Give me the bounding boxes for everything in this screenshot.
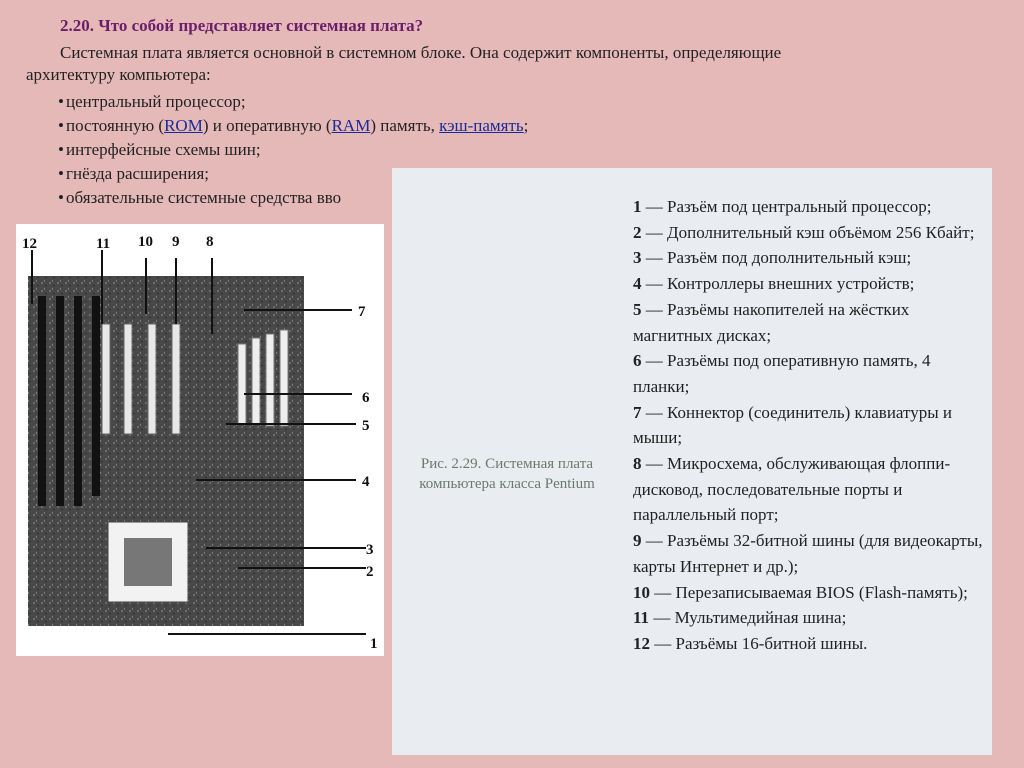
legend-number: 9 — [633, 531, 642, 551]
bullet-dot: • — [58, 92, 64, 111]
bullet-text: постоянную ( — [66, 116, 165, 135]
legend-dash: — — [650, 633, 676, 653]
legend-item — [633, 348, 989, 399]
bullet-dot: • — [58, 140, 64, 159]
label-1: 1 — [370, 636, 378, 652]
legend-number: 10 — [633, 582, 650, 602]
legend-text: Разъёмы 32-битной шины (для видеокарты, карты Интернет и др.); — [633, 531, 983, 576]
legend-dash: — — [649, 608, 675, 628]
bullet-item — [58, 138, 528, 162]
legend-number: 7 — [633, 402, 642, 422]
label-9: 9 — [172, 234, 180, 250]
label-12: 12 — [22, 236, 37, 252]
bullet-item — [58, 114, 528, 138]
intro-text — [26, 42, 960, 84]
legend-item — [633, 400, 989, 451]
label-8: 8 — [206, 234, 214, 250]
legend-dash: — — [641, 351, 667, 371]
bullet-text: центральный процессор; — [66, 92, 246, 111]
legend-dash: — — [641, 402, 667, 422]
legend-text: Разъёмы накопителей на жёстких магнитных дисках; — [633, 299, 910, 345]
legend-text: Разъём под дополнительный кэш; — [667, 248, 912, 268]
legend-number: 4 — [633, 274, 642, 294]
legend-number: 5 — [633, 299, 642, 319]
link-rom[interactable]: ROM — [164, 116, 203, 135]
legend-number: 2 — [633, 222, 642, 242]
legend-text: Дополнительный кэш объёмом 256 Кбайт; — [667, 222, 975, 242]
bullet-text: ) память, — [370, 116, 440, 135]
legend-dash: — — [641, 274, 667, 294]
label-7: 7 — [358, 304, 366, 320]
legend-item — [633, 631, 989, 657]
legend-text: Разъёмы под оперативную память, 4 планки; — [633, 351, 931, 396]
label-10: 10 — [138, 234, 153, 250]
bullet-text: ) и оперативную ( — [202, 116, 332, 135]
legend-number: 1 — [633, 197, 642, 216]
bullet-text: гнёзда расширения; — [66, 164, 210, 183]
label-4: 4 — [362, 474, 370, 490]
legend-text: Коннектор (соединитель) клавиатуры и мыши; — [633, 402, 953, 448]
legend-item — [633, 297, 989, 348]
legend-text: Перезаписываемая BIOS (Flash-память); — [675, 582, 968, 602]
link-кэш-память[interactable]: кэш-память — [439, 116, 524, 135]
label-5: 5 — [362, 418, 370, 434]
legend-dash: — — [641, 222, 667, 242]
legend-item — [633, 271, 989, 297]
bullet-dot: • — [58, 116, 64, 135]
label-2: 2 — [366, 564, 374, 580]
legend-dash: — — [641, 299, 667, 319]
legend-dash: — — [641, 248, 667, 268]
legend-dash: — — [641, 531, 667, 551]
bullet-item — [58, 90, 528, 114]
legend-item — [633, 580, 989, 606]
legend-item — [633, 451, 989, 528]
intro-line-1: Системная плата является основной в системном блоке. Она содержит компоненты, определяющие — [60, 43, 782, 62]
legend-dash: — — [650, 582, 676, 602]
link-ram[interactable]: RAM — [331, 116, 371, 135]
bullet-text: ; — [523, 116, 529, 135]
legend-text: Микросхема, обслуживающая флоппи-дисковод, последовательные порты и параллельный порт; — [633, 454, 951, 525]
bullet-dot: • — [58, 188, 64, 207]
bullet-text: обязательные системные средства вво — [66, 188, 342, 207]
legend-item — [633, 194, 989, 220]
legend-item — [633, 605, 989, 631]
legend-dash: — — [641, 454, 667, 474]
bullet-text: интерфейсные схемы шин; — [66, 140, 261, 159]
label-6: 6 — [362, 390, 370, 406]
section-heading: 2.20. Что собой представляет системная плата? — [60, 16, 424, 35]
legend-text: Разъём под центральный процессор; — [667, 197, 932, 216]
legend-text: Разъёмы 16-битной шины. — [675, 633, 868, 653]
legend-item — [633, 245, 989, 271]
intro-line-2: архитектуру компьютера: — [26, 65, 211, 84]
motherboard-figure — [16, 224, 384, 656]
cpu-socket-center — [124, 538, 172, 586]
legend-text: Контроллеры внешних устройств; — [667, 274, 915, 294]
label-11: 11 — [96, 236, 111, 252]
figure-caption: Рис. 2.29. Системная плата компьютера класса Pentium — [419, 456, 595, 492]
legend-number: 3 — [633, 248, 642, 268]
legend-text: Мультимедийная шина; — [674, 608, 847, 628]
motherboard-diagram — [16, 224, 384, 656]
figure-legend — [633, 194, 989, 657]
legend-number: 11 — [633, 608, 650, 628]
legend-item — [633, 528, 989, 579]
legend-item — [633, 220, 989, 246]
legend-number: 12 — [633, 633, 650, 653]
legend-number: 6 — [633, 351, 642, 371]
bullet-dot: • — [58, 164, 64, 183]
legend-number: 8 — [633, 454, 642, 474]
label-3: 3 — [366, 542, 374, 558]
legend-dash: — — [641, 197, 667, 216]
